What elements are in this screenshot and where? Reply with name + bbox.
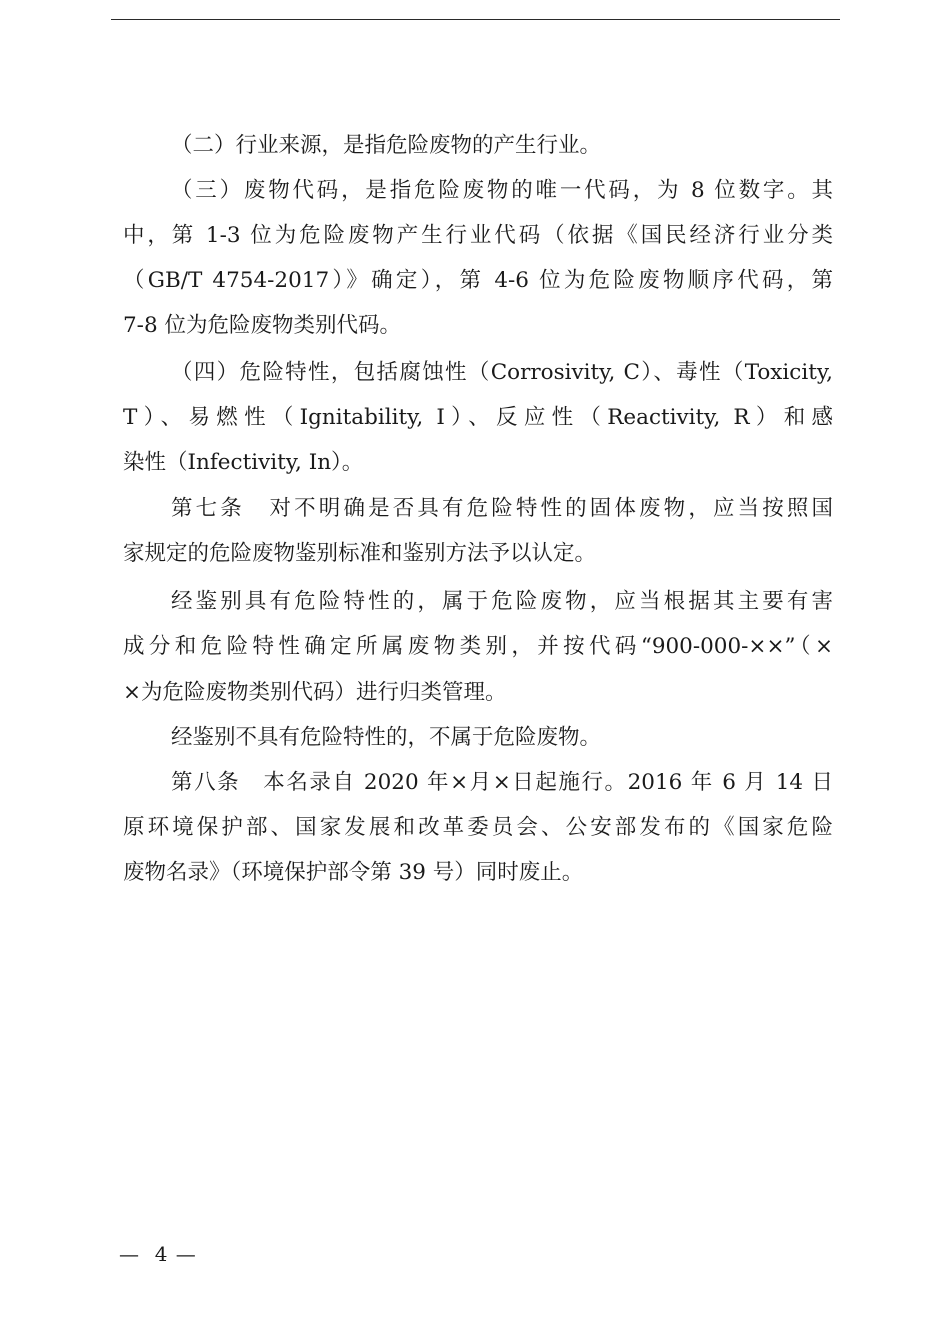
text-line: （二）行业来源，是指危险废物的产生行业。	[171, 133, 602, 158]
text-line: 第七条 对不明确是否具有危险特性的固体废物，应当按照国	[171, 496, 833, 521]
text-line: 染性（Infectivity, In）。	[123, 450, 364, 475]
text-line: 中，第 1-3 位为危险废物产生行业代码（依据《国民经济行业分类	[123, 223, 833, 248]
text-line: 第八条 本名录自 2020 年×月×日起施行。2016 年 6 月 14 日	[171, 770, 833, 795]
page-number: — 4 —	[119, 1242, 197, 1266]
header-rule	[111, 19, 840, 20]
text-line: 7-8 位为危险废物类别代码。	[123, 313, 401, 338]
text-line: （GB/T 4754-2017）》确定），第 4-6 位为危险废物顺序代码，第	[123, 268, 833, 293]
text-line: 成分和危险特性确定所属废物类别，并按代码“900-000-××”（×	[123, 634, 833, 659]
text-line: 经鉴别具有危险特性的，属于危险废物，应当根据其主要有害	[171, 589, 833, 614]
text-line: ×为危险废物类别代码）进行归类管理。	[123, 680, 507, 705]
text-line: （三）废物代码，是指危险废物的唯一代码，为 8 位数字。其	[171, 178, 833, 203]
text-line: T）、易燃性（Ignitability, I）、反应性（Reactivity, R）和感	[123, 405, 833, 430]
text-line: 废物名录》（环境保护部令第 39 号）同时废止。	[123, 860, 584, 885]
text-line: 家规定的危险废物鉴别标准和鉴别方法予以认定。	[123, 541, 597, 566]
text-line: （四）危险特性，包括腐蚀性（Corrosivity, C）、毒性（Toxicity,	[171, 360, 833, 385]
text-line: 原环境保护部、国家发展和改革委员会、公安部发布的《国家危险	[123, 815, 833, 840]
text-line: 经鉴别不具有危险特性的，不属于危险废物。	[171, 725, 602, 750]
